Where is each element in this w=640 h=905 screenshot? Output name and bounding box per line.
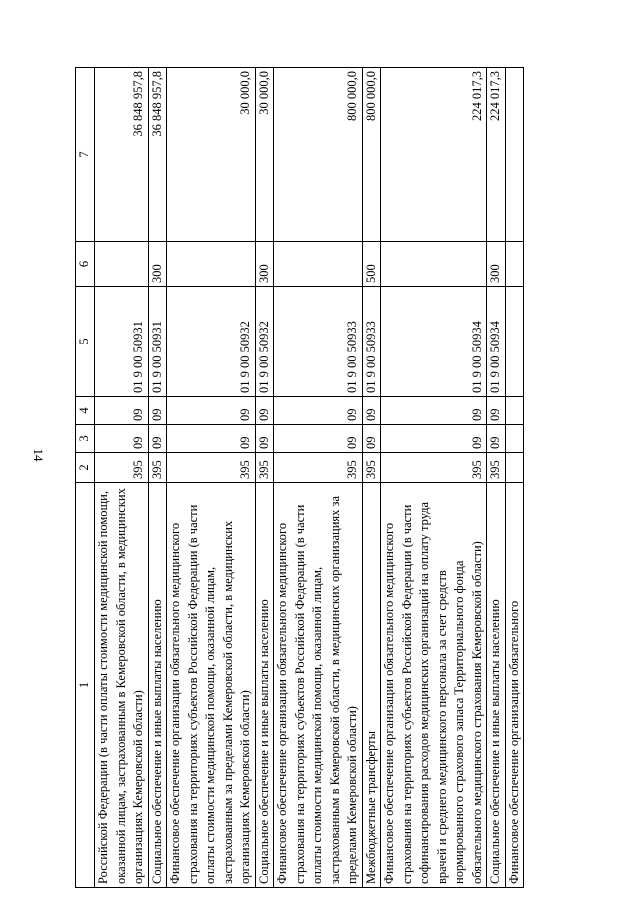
table-header-row [76,68,95,888]
cell-c2 [505,453,524,483]
row-description: Российской Федерации (в части оплаты стоимости медицинской помощи, оказанной лицам, застрахованным в Кемеровской области, в медицинских организациях Кемеровской области) [95,483,149,888]
column-header: 1 [76,483,95,888]
table-row [274,68,363,888]
cell-c3: 09 [148,425,167,453]
row-description: Социальное обеспечение и иные выплаты населению [148,483,167,888]
cell-c2: 395 [167,453,256,483]
table-row [148,68,167,888]
cell-c2: 395 [95,453,149,483]
cell-c2: 395 [487,453,506,483]
cell-c5 [505,287,524,397]
table-row [167,68,256,888]
row-description: Социальное обеспечение и иные выплаты населению [255,483,274,888]
cell-c3: 09 [95,425,149,453]
cell-c7: 224 017,3 [381,68,487,242]
budget-table [75,67,524,888]
cell-c6 [274,242,363,287]
column-header: 5 [76,287,95,397]
cell-c4: 09 [148,397,167,425]
cell-c4: 09 [95,397,149,425]
cell-c3: 09 [274,425,363,453]
cell-c7: 800 000,0 [274,68,363,242]
table-row [381,68,487,888]
cell-c7 [505,68,524,242]
cell-c5: 01 9 00 50931 [95,287,149,397]
row-description: Финансовое обеспечение организации обязательного [505,483,524,888]
cell-c4 [505,397,524,425]
cell-c5: 01 9 00 50932 [167,287,256,397]
cell-c6: 300 [255,242,274,287]
cell-c6 [167,242,256,287]
cell-c3: 09 [362,425,381,453]
row-description: Финансовое обеспечение организации обязательного медицинского страхования на территориях субъектов Российской Федерации (в части софинансирования расходов медицинских организаций на оплату труда врачей и среднего медицинского персонала за счет средств нормированного страхового запаса Территориального фонда обязательного медицинского страхования Кемеровской области) [381,483,487,888]
cell-c3: 09 [167,425,256,453]
cell-c5: 01 9 00 50933 [274,287,363,397]
cell-c3: 09 [255,425,274,453]
cell-c2: 395 [255,453,274,483]
row-description: Финансовое обеспечение организации обязательного медицинского страхования на территориях субъектов Российской Федерации (в части оплаты стоимости медицинской помощи, оказанной лицам, застрахованным в Кемеровской области, в медицинских организациях за пределами Кемеровской области) [274,483,363,888]
cell-c5: 01 9 00 50934 [487,287,506,397]
cell-c7: 36 848 957,8 [148,68,167,242]
cell-c7: 30 000,0 [255,68,274,242]
cell-c4: 09 [381,397,487,425]
cell-c3: 09 [381,425,487,453]
column-header: 7 [76,68,95,242]
table-row [255,68,274,888]
cell-c6: 300 [487,242,506,287]
table-row [362,68,381,888]
column-header: 6 [76,242,95,287]
cell-c2: 395 [381,453,487,483]
budget-table-container [75,68,623,888]
cell-c2: 395 [274,453,363,483]
cell-c2: 395 [148,453,167,483]
cell-c6: 500 [362,242,381,287]
table-row [95,68,149,888]
cell-c4: 09 [362,397,381,425]
cell-c6 [381,242,487,287]
cell-c5: 01 9 00 50932 [255,287,274,397]
row-description: Межбюджетные трансферты [362,483,381,888]
table-row [487,68,506,888]
cell-c3 [505,425,524,453]
cell-c5: 01 9 00 50931 [148,287,167,397]
page-number: 14 [31,448,46,462]
cell-c4: 09 [255,397,274,425]
row-description: Финансовое обеспечение организации обязательного медицинского страхования на территориях субъектов Российской Федерации (в части оплаты стоимости медицинской помощи, оказанной лицам, застрахованным за пределами Кемеровской области, в медицинских организациях Кемеровской области) [167,483,256,888]
cell-c4: 09 [274,397,363,425]
cell-c3: 09 [487,425,506,453]
column-header: 4 [76,397,95,425]
column-header: 2 [76,453,95,483]
cell-c6 [505,242,524,287]
cell-c6: 300 [148,242,167,287]
cell-c7: 224 017,3 [487,68,506,242]
cell-c7: 36 848 957,8 [95,68,149,242]
cell-c5: 01 9 00 50933 [362,287,381,397]
cell-c5: 01 9 00 50934 [381,287,487,397]
cell-c2: 395 [362,453,381,483]
cell-c4: 09 [167,397,256,425]
cell-c7: 800 000,0 [362,68,381,242]
column-header: 3 [76,425,95,453]
cell-c7: 30 000,0 [167,68,256,242]
row-description: Социальное обеспечение и иные выплаты населению [487,483,506,888]
cell-c6 [95,242,149,287]
cell-c4: 09 [487,397,506,425]
table-row [505,68,524,888]
